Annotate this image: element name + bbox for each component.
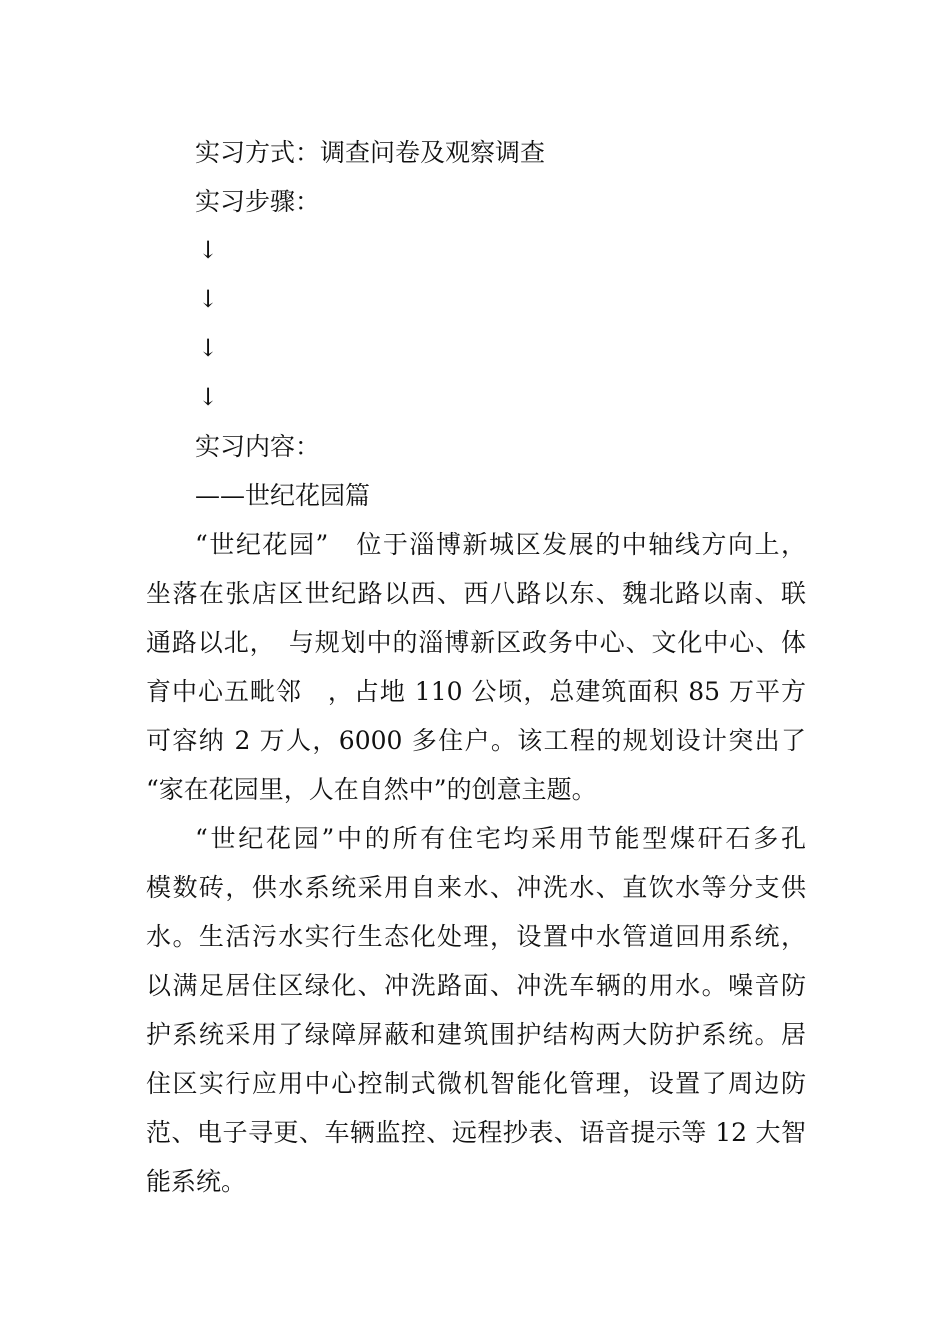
paragraph-last-line: “家在花园里，人在自然中”的创意主题。	[146, 775, 597, 804]
document-body	[146, 128, 806, 1206]
paragraph-line: 模数砖，供水系统采用自来水、冲洗水、直饮水等分支供	[146, 873, 806, 902]
step-arrow-icon: ↓	[198, 285, 219, 313]
paragraph-century-garden-systems	[146, 814, 806, 1206]
paragraph-line: 范、电子寻更、车辆监控、远程抄表、语音提示等 12 大智	[146, 1118, 806, 1147]
paragraph-line: 可容纳 2 万人，6000 多住户。该工程的规划设计突出了	[146, 726, 806, 755]
paragraph-line: 坐落在张店区世纪路以西、西八路以东、魏北路以南、联	[146, 579, 806, 608]
paragraph-line: 通路以北， 与规划中的淄博新区政务中心、文化中心、体	[146, 628, 806, 657]
paragraph-line: 水。生活污水实行生态化处理，设置中水管道回用系统，	[146, 922, 806, 951]
paragraph-line: “世纪花园” 位于淄博新城区发展的中轴线方向上，	[195, 530, 806, 559]
paragraph-line: “世纪花园”中的所有住宅均采用节能型煤矸石多孔	[195, 824, 806, 853]
internship-steps-label: 实习步骤：	[195, 187, 321, 216]
paragraph-line: 护系统采用了绿障屏蔽和建筑围护结构两大防护系统。居	[146, 1020, 806, 1049]
step-arrow-icon: ↓	[198, 236, 219, 264]
internship-content-label: 实习内容：	[195, 432, 321, 461]
paragraph-line: 以满足居住区绿化、冲洗路面、冲洗车辆的用水。噪音防	[146, 971, 806, 1000]
subsection-title: ——世纪花园篇	[195, 481, 371, 510]
step-arrow-icon: ↓	[198, 383, 219, 411]
paragraph-century-garden-location	[146, 520, 806, 814]
paragraph-line: 住区实行应用中心控制式微机智能化管理，设置了周边防	[146, 1069, 806, 1098]
paragraph-last-line: 能系统。	[146, 1167, 247, 1196]
paragraph-line: 育中心五毗邻 ，占地 110 公顷，总建筑面积 85 万平方	[146, 677, 806, 706]
step-arrow-icon: ↓	[198, 334, 219, 362]
internship-method-line: 实习方式：调查问卷及观察调查	[195, 138, 546, 167]
